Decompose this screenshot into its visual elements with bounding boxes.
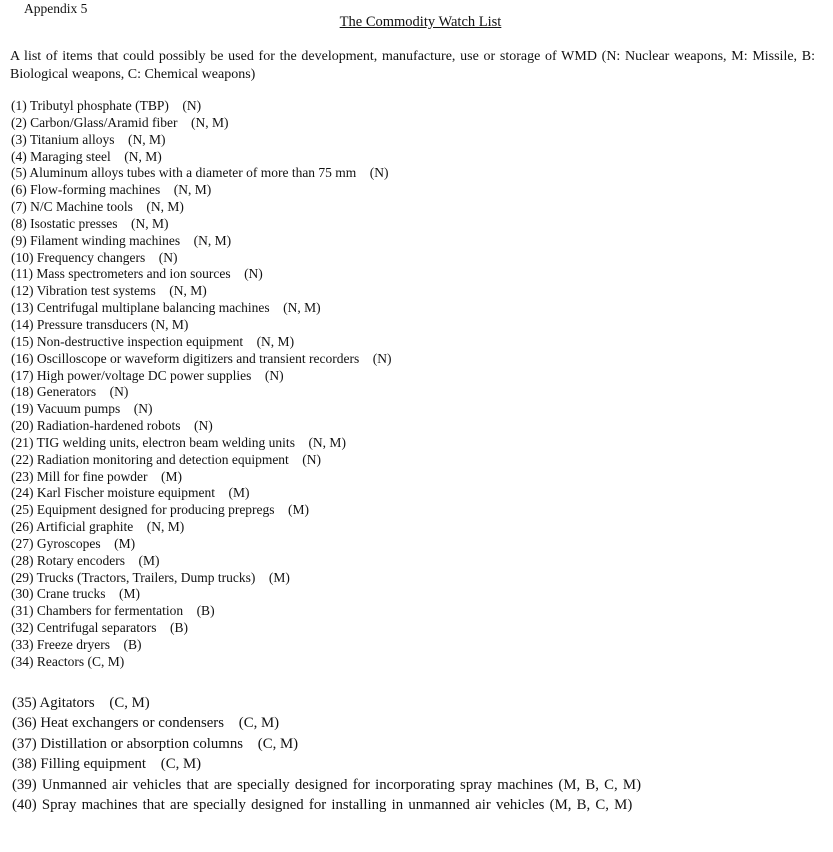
list-item: (8) Isostatic presses (N, M) [11, 215, 169, 231]
list-item: (36) Heat exchangers or condensers (C, M) [12, 715, 280, 732]
list-item: (28) Rotary encoders (M) [11, 552, 160, 568]
list-item: (22) Radiation monitoring and detection equipment (N) [11, 451, 322, 467]
list-item: (12) Vibration test systems (N, M) [11, 283, 207, 299]
commodity-list-part-1 [11, 98, 392, 671]
list-item: (23) Mill for fine powder (M) [11, 468, 182, 484]
list-item: (29) Trucks (Tractors, Trailers, Dump trucks) (M) [11, 569, 290, 585]
list-item: (30) Crane trucks (M) [11, 586, 140, 602]
list-item: (18) Generators (N) [11, 384, 129, 400]
list-item: (34) Reactors (C, M) [11, 653, 125, 669]
list-item: (20) Radiation-hardened robots (N) [11, 418, 213, 434]
list-item: (14) Pressure transducers (N, M) [11, 316, 189, 332]
list-item: (26) Artificial graphite (N, M) [11, 519, 185, 535]
list-item: (21) TIG welding units, electron beam welding units (N, M) [11, 434, 346, 450]
list-item: (27) Gyroscopes (M) [11, 535, 136, 551]
appendix-label: Appendix 5 [24, 1, 88, 16]
document-title: The Commodity Watch List [339, 14, 502, 30]
list-item: (1) Tributyl phosphate (TBP) (N) [11, 98, 202, 113]
list-item: (3) Titanium alloys (N, M) [11, 131, 166, 147]
list-item: (39) Unmanned air vehicles that are specially designed for incorporating spray machines (M, B, C, M) [12, 776, 641, 793]
list-item: (32) Centrifugal separators (B) [11, 620, 188, 636]
list-item: (13) Centrifugal multiplane balancing machines (N, M) [11, 300, 321, 316]
list-item: (11) Mass spectrometers and ion sources (N) [11, 266, 263, 282]
list-item: (10) Frequency changers (N) [11, 249, 178, 265]
list-item: (9) Filament winding machines (N, M) [11, 232, 232, 248]
list-item: (35) Agitators (C, M) [12, 695, 150, 711]
list-item: (2) Carbon/Glass/Aramid fiber (N, M) [11, 114, 229, 130]
list-item: (17) High power/voltage DC power supplies (N) [11, 367, 284, 383]
list-item: (37) Distillation or absorption columns (C, M) [12, 735, 299, 752]
list-item: (5) Aluminum alloys tubes with a diameter of more than 75 mm (N) [11, 165, 389, 181]
list-item: (15) Non-destructive inspection equipment (N, M) [11, 333, 295, 349]
list-item: (16) Oscilloscope or waveform digitizers and transient recorders (N) [11, 350, 392, 366]
list-item: (31) Chambers for fermentation (B) [11, 603, 215, 619]
list-item: (7) N/C Machine tools (N, M) [11, 199, 184, 215]
commodity-list-part-2 [12, 693, 814, 815]
list-item: (4) Maraging steel (N, M) [11, 148, 162, 164]
list-item: (6) Flow-forming machines (N, M) [11, 182, 212, 198]
list-item: (24) Karl Fischer moisture equipment (M) [11, 485, 250, 501]
list-item: (25) Equipment designed for producing prepregs (M) [11, 502, 310, 518]
list-item: (33) Freeze dryers (B) [11, 637, 142, 652]
list-item: (19) Vacuum pumps (N) [11, 401, 153, 417]
list-item: (40) Spray machines that are specially designed for installing in unmanned air vehicles (M, B, C, M) [12, 797, 633, 814]
intro-paragraph: A list of items that could possibly be used for the development, manufacture, use or storage of WMD (N: Nuclear weapons, M: Missile, B: Biological weapons, C: Chemical weapons) [10, 49, 815, 82]
list-item: (38) Filling equipment (C, M) [12, 756, 202, 773]
